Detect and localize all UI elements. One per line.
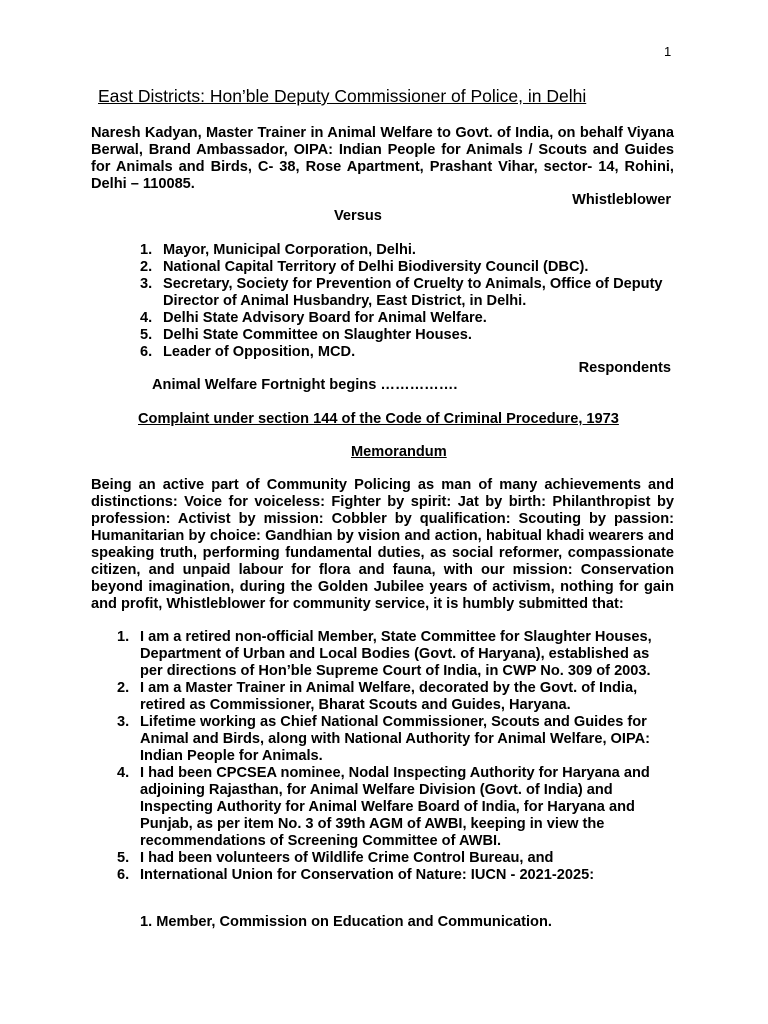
complaint-heading: Complaint under section 144 of the Code of Criminal Procedure, 1973 xyxy=(138,411,619,427)
complainant-role: Whistleblower xyxy=(572,192,671,208)
submission-item: 3. Lifetime working as Chief National Commissioner, Scouts and Guides for Animal and Birds, along with National Authority for Animal Welfare, OIPA: Indian People for Animals. xyxy=(117,714,651,764)
submission-item: 4. I had been CPCSEA nominee, Nodal Inspecting Authority for Haryana and adjoining Rajasthan, for Animal Welfare Division (Govt. of India) and Inspecting Authority for Animal Welfare Board of India, for Haryana and Punjab, as per item No. 3 of 39th AGM of AWBI, keeping in view the recommendations of Screening Committee of AWBI. xyxy=(117,765,650,849)
memorandum-heading: Memorandum xyxy=(351,444,447,460)
submission-item: 6. International Union for Conservation of Nature: IUCN - 2021-2025: xyxy=(117,867,595,883)
respondent-item: 4. Delhi State Advisory Board for Animal Welfare. xyxy=(140,310,487,326)
versus-label: Versus xyxy=(334,208,382,224)
respondents-label: Respondents xyxy=(578,360,671,376)
respondent-item: 3. Secretary, Society for Prevention of Cruelty to Animals, Office of Deputy Director of Animal Husbandry, East District, in Delhi. xyxy=(140,276,663,309)
respondent-item: 1. Mayor, Municipal Corporation, Delhi. xyxy=(140,242,416,258)
intro-paragraph: Being an active part of Community Policing as man of many achievements and distinctions: Voice for voiceless: Fighter by spirit: Jat by birth: Philanthropist by profession: Activist by mission: Cobbler by qualification: Scouting by passion: Humanitarian by choice: Gandhian by vision and action, habitual khadi wearers and speaking truth, performing fundamental duties, as social reformer, compassionate citizen, and unpaid labour for flora and fauna, with our mission: Conservation beyond imagination, during the Golden Jubilee years of activism, nothing for gain and profit, Whistleblower for community service, it is humbly submitted that: xyxy=(91,477,674,612)
respondent-item: 6. Leader of Opposition, MCD. xyxy=(140,344,356,360)
respondents-list xyxy=(91,242,674,361)
submission-item: 1. I am a retired non-official Member, State Committee for Slaughter Houses, Department of Urban and Local Bodies (Govt. of Haryana), established as per directions of Hon’ble Supreme Court of India, in CWP No. 309 of 2003. xyxy=(117,629,652,679)
complainant-address: Naresh Kadyan, Master Trainer in Animal Welfare to Govt. of India, on behalf Viyana Berwal, Brand Ambassador, OIPA: Indian People for Animals / Scouts and Guides for Animals and Birds, C- 38, Rose Apartment, Prashant Vihar, sector- 14, Rohini, Delhi – 110085. xyxy=(91,125,674,192)
iucn-membership-item: 1. Member, Commission on Education and Communication. xyxy=(140,914,552,930)
submission-item: 5. I had been volunteers of Wildlife Crime Control Bureau, and xyxy=(117,850,554,866)
respondent-item: 2. National Capital Territory of Delhi Biodiversity Council (DBC). xyxy=(140,259,589,275)
fortnight-line: Animal Welfare Fortnight begins ……………. xyxy=(152,377,458,393)
submission-item: 2. I am a Master Trainer in Animal Welfare, decorated by the Govt. of India, retired as Commissioner, Bharat Scouts and Guides, Haryana. xyxy=(117,680,638,713)
submissions-list xyxy=(91,629,674,884)
document-title: East Districts: Hon’ble Deputy Commissioner of Police, in Delhi xyxy=(98,86,587,106)
page-number: 1 xyxy=(664,44,672,59)
respondent-item: 5. Delhi State Committee on Slaughter Houses. xyxy=(140,327,472,343)
